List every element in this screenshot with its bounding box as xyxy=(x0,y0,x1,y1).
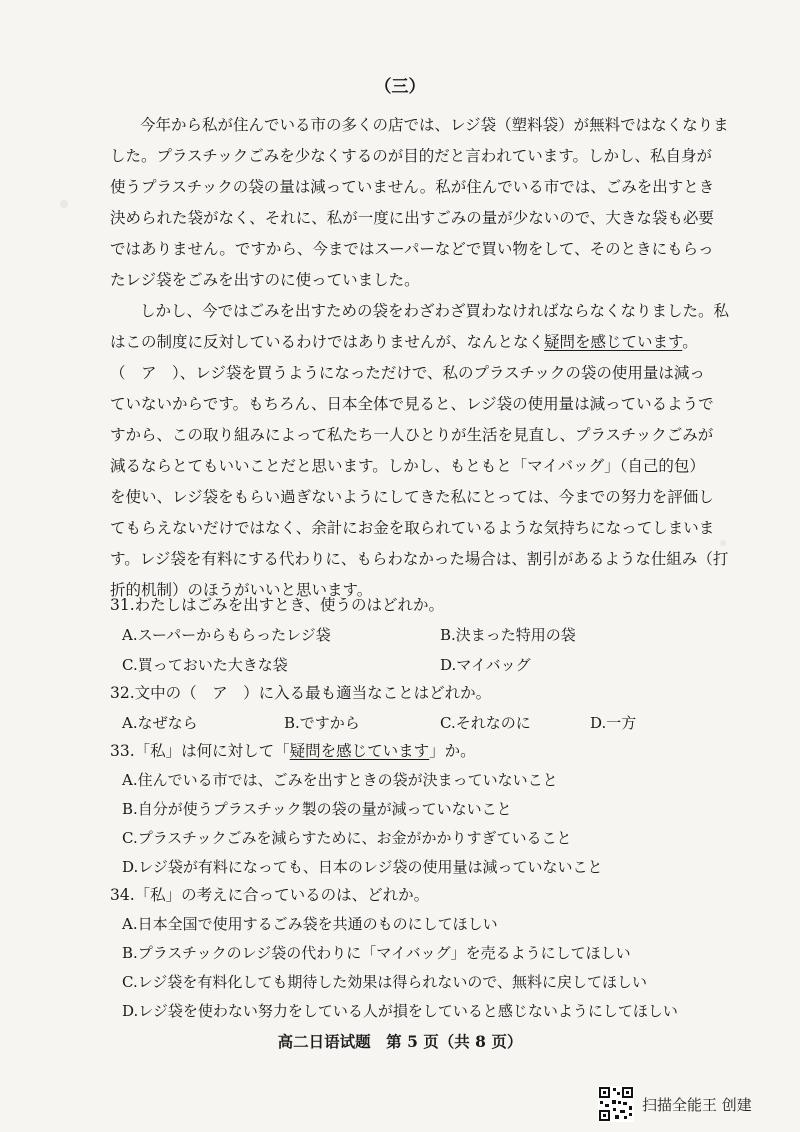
underlined-phrase: 疑問を感じています xyxy=(289,742,430,760)
passage-line: を使い、レジ袋をもらい過ぎないようにしてきた私にとっては、今までの努力を評価し xyxy=(110,488,714,506)
passage-line: 使うプラスチックの袋の量は減っていません。私が住んでいる市では、ごみを出すとき xyxy=(110,178,715,196)
passage-line: 減るならとてもいいことだと思います。しかし、もともと「マイバッグ」（自己的包） xyxy=(110,457,705,475)
option-b: B.決まった特用の袋 xyxy=(440,626,576,644)
option-c: C.買っておいた大きな袋 xyxy=(122,656,288,674)
option-c: C.それなのに xyxy=(440,714,531,732)
option-b: B.ですから xyxy=(284,714,360,732)
option-c: C.プラスチックごみを減らすために、お金がかかりすぎていること xyxy=(122,829,572,847)
option-row xyxy=(110,620,710,650)
option-d: D.マイバッグ xyxy=(440,656,531,674)
scan-speck xyxy=(720,540,726,546)
qr-code-icon xyxy=(598,1086,634,1122)
option-b: B.プラスチックのレジ袋の代わりに「マイバッグ」を売るようにしてほしい xyxy=(122,944,631,962)
option-c: C.レジ袋を有料化しても期待した効果は得られないので、無料に戻してほしい xyxy=(122,973,648,991)
option-a: A.住んでいる市では、ごみを出すときの袋が決まっていないこと xyxy=(122,771,558,789)
underlined-phrase: 疑問を感じています xyxy=(544,333,683,351)
passage-text: はこの制度に反対しているわけではありませんが、なんとなく xyxy=(110,333,545,351)
question-title: 31.わたしはごみを出すとき、使うのはどれか。 xyxy=(110,596,445,614)
question-title xyxy=(110,736,710,766)
option-row xyxy=(110,708,710,738)
watermark-text: 扫描全能王 创建 xyxy=(642,1095,752,1114)
option-a: A.スーパーからもらったレジ袋 xyxy=(122,626,331,644)
passage-line xyxy=(110,327,705,358)
scanner-watermark xyxy=(598,1084,752,1124)
passage-line: ていないからです。もちろん、日本全体で見ると、レジ袋の使用量は減っているようで xyxy=(110,395,714,413)
question-31 xyxy=(110,590,710,680)
option-a: A.日本全国で使用するごみ袋を共通のものにしてほしい xyxy=(122,915,498,933)
question-34 xyxy=(110,880,710,1026)
question-title: 32.文中の（ ア ）に入る最も適当なことはどれか。 xyxy=(110,684,492,702)
option-row xyxy=(110,650,710,680)
passage-line: 折的机制）のほうがいいと思います。 xyxy=(110,581,373,599)
question-32 xyxy=(110,678,710,738)
passage-line: てもらえないだけではなく、余計にお金を取られているような気持ちになってしまいま xyxy=(110,519,715,537)
passage-text: 。 xyxy=(682,333,698,351)
question-text: 」か。 xyxy=(429,742,476,760)
page-footer: 高二日语试题 第 5 页（共 8 页） xyxy=(277,1032,523,1051)
option-d: D.レジ袋が有料になっても、日本のレジ袋の使用量は減っていないこと xyxy=(122,858,603,876)
passage-line: 今年から私が住んでいる市の多くの店では、レジ袋（塑料袋）が無料ではなくなりま xyxy=(140,116,729,134)
passage-line: しかし、今ではごみを出すための袋をわざわざ買わなければならなくなりました。私 xyxy=(140,302,730,320)
option-b: B.自分が使うプラスチック製の袋の量が減っていないこと xyxy=(122,800,512,818)
question-33 xyxy=(110,736,710,882)
passage-line: した。プラスチックごみを少なくするのが目的だと言われています。しかし、私自身が xyxy=(110,147,713,165)
passage-line: すから、この取り組みによって私たち一人ひとりが生活を見直し、プラスチックごみが xyxy=(110,426,714,444)
section-title: （三） xyxy=(374,77,426,97)
passage-line: ではありません。ですから、今まではスーパーなどで買い物をして、そのときにもらっ xyxy=(110,240,714,258)
question-title: 34.「私」の考えに合っているのは、どれか。 xyxy=(110,886,430,904)
passage-line: たレジ袋をごみを出すのに使っていました。 xyxy=(110,271,420,289)
option-d: D.レジ袋を使わない努力をしている人が損をしていると感じないようにしてほしい xyxy=(122,1002,678,1020)
question-text: 33.「私」は何に対して「 xyxy=(110,742,290,760)
scan-speck xyxy=(60,200,68,208)
option-d: D.一方 xyxy=(590,714,637,732)
option-a: A.なぜなら xyxy=(122,714,198,732)
reading-passage xyxy=(110,110,730,606)
passage-line: 決められた袋がなく、それに、私が一度に出すごみの量が少ないので、大きな袋も必要 xyxy=(110,209,714,227)
passage-line: す。レジ袋を有料にする代わりに、もらわなかった場合は、割引があるような仕組み（打 xyxy=(110,550,729,568)
passage-line: （ ア ）、レジ袋を買うようになっただけで、私のプラスチックの袋の使用量は減っ xyxy=(110,364,705,382)
